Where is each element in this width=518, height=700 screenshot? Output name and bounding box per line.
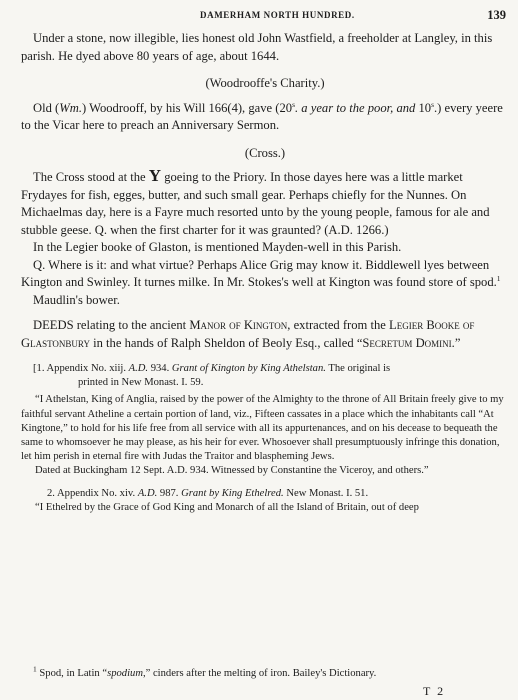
small-caps-run: Secretum Domini [362, 335, 452, 350]
paragraph-wastfield: Under a stone, now illegible, lies honest old John Wastfield, a freeholder at Langley, in this parish. He dyed above 80 years of age, about 1644. [21, 31, 493, 63]
main-text [21, 30, 509, 515]
italic-run: Grant of Kington by King Athelstan. [171, 363, 326, 374]
heading-woodrooffe-charity: (Woodrooffe's Charity.) [205, 76, 325, 90]
text-run: .) every yeere to the Vicar here to preach an Anniversary Sermon. [21, 100, 503, 132]
footnote-number: 1 [33, 664, 37, 674]
paragraph-legier: In the Legier booke of Glaston, is mentioned Mayden-well in this Parish. [33, 240, 402, 254]
running-head: DAMERHAM NORTH HUNDRED. [200, 10, 355, 20]
text-run: New Monast. I. 51. [283, 487, 369, 499]
appendix-2-reference [21, 487, 509, 501]
heading-cross: (Cross.) [244, 145, 286, 160]
spacer [21, 309, 509, 317]
italic-run: A.D. [128, 363, 149, 374]
appendix-1-reference [21, 362, 509, 376]
text-run: DEEDS relating to the ancient [33, 318, 190, 332]
text-run: The original is [325, 363, 391, 374]
italic-run: Grant by King Ethelred. [181, 487, 284, 499]
text-run: [1. Appendix No. xiij. [33, 363, 129, 374]
text-run: ) Woodrooff, by his Will 166(4), gave (20 [81, 100, 293, 115]
paragraph-woodrooffe [21, 100, 509, 135]
footnote-ref: 1 [496, 273, 501, 283]
page-number: 139 [487, 8, 506, 22]
appendix-1-reference-cont: printed in New Monast. I. 59. [78, 377, 204, 389]
appendix-section [21, 362, 509, 515]
text-run: Old ( [33, 100, 60, 115]
paragraph-deeds [21, 317, 509, 352]
italic-run: A.D. [137, 487, 158, 499]
superscript: s [292, 99, 295, 109]
text-run: 934. [148, 363, 172, 374]
text-run: The Cross stood at the [33, 170, 149, 184]
page-header [0, 8, 518, 24]
text-run: in the hands of Ralph Sheldon of Beoly Esq., called “ [89, 335, 363, 350]
text-run: ,” cinders after the melting of iron. Bailey's Dictionary. [142, 668, 377, 679]
text-run: , extracted from the [287, 318, 390, 332]
italic-run: . a year to the poor, and [295, 100, 416, 115]
superscript: s [431, 99, 435, 109]
text-run: goeing to the Priory. In those dayes here was a little market Frydayes for fish, egges, butter, and such small gear. Perhaps chiefly for the Nunnes. On Michaelmas day, here is a Fayre much resorted unto by the young people, famous for ale and stubble geese. Q. when the first charter for it was graunted? (A.D. 1266.) [21, 170, 490, 237]
appendix-2-quote: “I Ethelred by the Grace of God King and Monarch of all the Island of Britain, out of deep [35, 501, 419, 513]
signature-mark: T 2 [423, 684, 446, 698]
text-run: 2. Appendix No. xiv. [47, 487, 138, 499]
italic-run: spodium [107, 668, 143, 679]
text-run: Spod, in Latin “ [36, 668, 108, 679]
small-caps-run: Manor of Kington [189, 318, 288, 332]
text-run: 10 [415, 100, 432, 115]
footnote [33, 664, 503, 680]
y-shaped-glyph: Y [148, 166, 162, 185]
text-run: .” [451, 335, 461, 350]
paragraph-cross [21, 166, 509, 239]
text-run: 987. [157, 487, 182, 499]
italic-run: Wm. [59, 100, 82, 115]
paragraph-bower: Maudlin's bower. [33, 292, 120, 307]
text-run: Q. Where is it: and what virtue? Perhaps Alice Grig may know it. Biddlewell lyes between Kington and Swinley. It turnes milke. In Mr. Stokes's well at Kington was found store of spod. [21, 257, 497, 289]
appendix-1-quote: “I Athelstan, King of Anglia, raised by the power of the Almighty to the throne of All Britain freely give to my faithful servant Atheline a certain portion of land, viz., Fifteen cassates in a place which the inhabitants call “At Kingtone,” to hold for his life free from all service with all its appurtenances, and on his decease to bequeath the same to whomsoever he may please, as his heir for ever. Whosoever shall presumptuously infringe this donation, let him perish in eternal fire with Judas the Traitor and blaspheming Jews. [21, 394, 504, 463]
appendix-1-dated: Dated at Buckingham 12 Sept. A.D. 934. Witnessed by Constantine the Viceroy, and others.” [35, 465, 429, 477]
paragraph-question [21, 257, 509, 292]
small-caps-run: Legier Booke of Glastonbury [21, 318, 475, 350]
